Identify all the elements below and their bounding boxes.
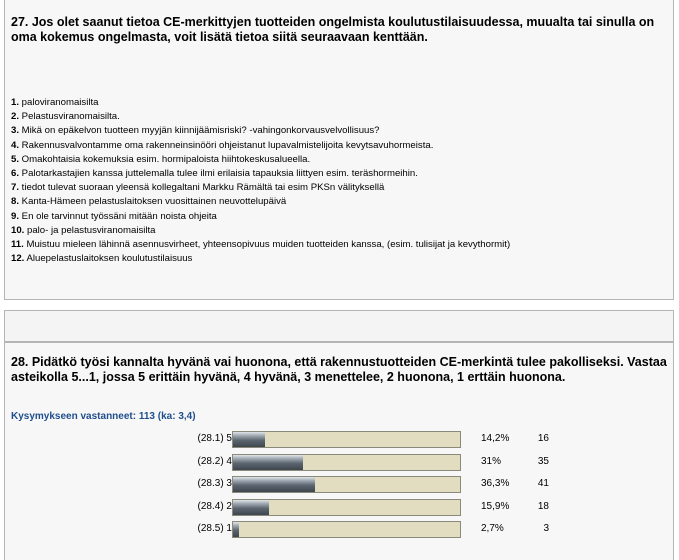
category-label: (28.4) 2 [197, 500, 232, 512]
respondents-summary: Kysymykseen vastanneet: 113 (ka: 3,4) [11, 411, 196, 422]
answer-text: paloviranomaisilta [19, 97, 99, 108]
rating-bar-chart [5, 431, 675, 541]
answer-item [11, 181, 510, 195]
count-label: 41 [537, 478, 549, 489]
bar-track [232, 521, 461, 538]
chart-row [5, 454, 675, 471]
answer-item [11, 153, 510, 167]
bar-track [232, 454, 461, 471]
section-spacer [4, 310, 674, 342]
answer-text: Omakohtaisia kokemuksia esim. hormipaloista hiihtokeskusalueella. [19, 153, 311, 165]
answer-item [11, 124, 510, 138]
answer-text: Aluepelastuslaitoksen koulutustilaisuus [24, 253, 193, 265]
answer-item [11, 139, 510, 153]
bar-fill [233, 432, 265, 447]
answer-text: En ole tarvinnut työssäni mitään noista ohjeita [19, 210, 217, 222]
count-label: 16 [537, 433, 549, 444]
chart-row [5, 521, 675, 538]
category-label: (28.3) 3 [197, 478, 232, 489]
answer-list [11, 96, 510, 266]
answer-item [11, 210, 510, 224]
answer-number: 9. [11, 210, 20, 222]
answer-number: 2. [11, 111, 20, 123]
answer-text: Mikä on epäkelvon tuotteen myyjän kiinnijäämisriski? -vahingonkorvausvelvollisuus? [19, 125, 380, 137]
percent-label: 14,2% [481, 433, 510, 444]
answer-number: 4. [11, 139, 20, 151]
bar-track [232, 476, 461, 493]
bar-fill [233, 522, 239, 537]
answer-number: 5. [11, 153, 20, 165]
answer-number: 1. [11, 97, 20, 108]
answer-number: 7. [11, 182, 20, 194]
answer-number: 11. [11, 239, 24, 251]
answer-text: palo- ja pelastusviranomaisilta [24, 224, 156, 236]
answer-number: 12. [11, 253, 25, 265]
chart-row [5, 476, 675, 493]
count-label: 35 [537, 455, 549, 467]
percent-label: 36,3% [481, 478, 510, 489]
chart-row [5, 499, 675, 516]
count-label: 18 [537, 500, 549, 512]
question-28-title: 28. Pidätkö työsi kannalta hyvänä vai huonona, että rakennustuotteiden CE-merkintä tulee pakolliseksi. Vastaa asteikolla 5...1, jossa 5 erittäin hyvänä, 4 hyvänä, 3 menettelee, 2 huonona, 1 erttäin huonona. [11, 355, 667, 384]
bar-track [232, 499, 461, 516]
category-label: (28.1) 5 [197, 433, 232, 444]
answer-text: Palotarkastajien kanssa juttelemalla tulee ilmi erilaisia tapauksia liittyen esim. teräshormeihin. [19, 168, 418, 180]
percent-label: 31% [481, 455, 502, 467]
answer-text: Rakennusvalvontamme oma rakenneinsinööri ohjeistanut lupavalmistelijoita kevytsavuhormeista. [19, 139, 434, 151]
answer-item [11, 224, 510, 238]
question-27-title: 27. Jos olet saanut tietoa CE-merkittyjen tuotteiden ongelmista koulutustilaisuudessa, muualta tai sinulla on oma kokemus ongelmasta, voit lisätä tietoa siitä seuraavaan kenttään. [11, 15, 655, 44]
answer-item [11, 167, 510, 181]
answer-item [11, 110, 510, 124]
percent-label: 2,7% [481, 523, 504, 534]
answer-text: Kanta-Hämeen pelastuslaitoksen vuosittainen neuvottelupäivä [19, 196, 287, 208]
bar-fill [233, 455, 303, 470]
bar-fill [233, 477, 315, 492]
bar-fill [233, 500, 269, 515]
answer-text: Muistuu mieleen lähinnä asennusvirheet, yhteensopivuus muiden tuotteiden kanssa, (esim. tulisijat ja kevythormit) [23, 239, 511, 251]
answer-number: 3. [11, 125, 20, 137]
answer-text: tiedot tulevat suoraan yleensä kollegaltani Markku Rämältä tai esim PKSn välityksellä [19, 182, 385, 194]
category-label: (28.5) 1 [197, 523, 232, 534]
answer-item [11, 195, 510, 209]
answer-item [11, 96, 510, 110]
answer-item [11, 238, 510, 252]
chart-row [5, 431, 675, 448]
answer-number: 6. [11, 168, 20, 180]
question-28-panel [4, 342, 674, 560]
answer-number: 10. [11, 224, 25, 236]
answer-number: 8. [11, 196, 20, 208]
answer-item [11, 252, 510, 266]
answer-text: Pelastusviranomaisilta. [19, 111, 120, 123]
percent-label: 15,9% [481, 500, 510, 512]
question-27-panel [4, 0, 674, 300]
bar-track [232, 431, 461, 448]
count-label: 3 [543, 523, 549, 534]
category-label: (28.2) 4 [197, 455, 232, 467]
